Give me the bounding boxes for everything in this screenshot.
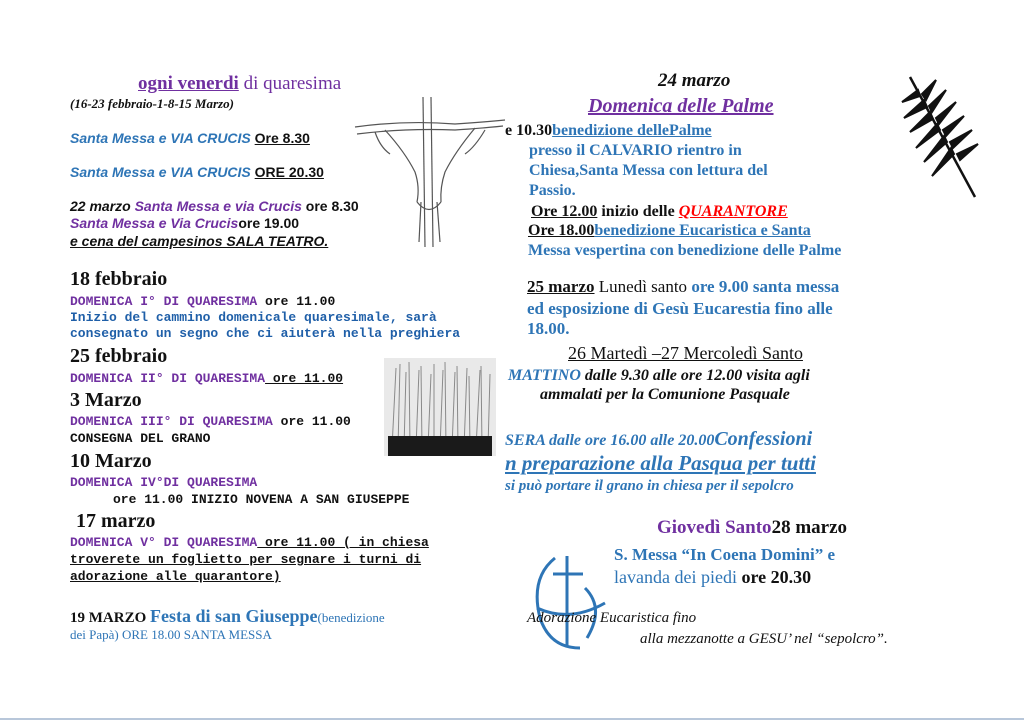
tue-wed-title [568,343,803,364]
mar17-date: 17 marzo [76,510,156,532]
mass-evening [70,164,324,180]
monday-mass: ore 9.00 santa messa [691,277,840,296]
mass-morning-label: Santa Messa e VIA CRUCIS [70,130,255,146]
march22-time: ore 8.30 [301,198,359,214]
adoration-line2: alla mezzanotte a GESU’ nel “sepolcro”. [640,631,888,647]
monday-line3: 18.00. [527,319,570,338]
church-logo-icon [525,548,615,658]
march19-date: 19 MARZO [70,610,150,626]
morning-label: MATTINO [508,367,581,384]
sunday2-title: DOMENICA II° DI QUARESIMA [70,371,266,386]
sunday1 [70,294,335,309]
march22-mass: Santa Messa e via Crucis [134,198,302,214]
adoration-line1: Adorazione Eucaristica fino [527,610,697,626]
sunday5-desc3: adorazione alle quarantore) [70,569,281,584]
mass-evening-time: ORE 20.30 [254,164,324,180]
holy-thursday-label: Giovedì Santo [657,517,772,538]
holy-thursday-mass: S. Messa “In Coena Domini” e [614,545,836,564]
march22-line1 [70,198,359,214]
sunday2-time: ore 11.00 [265,371,344,386]
sunday3 [70,414,351,429]
sunday2 [70,371,343,386]
holy-thursday-title [657,517,847,539]
palm-line4: Passio. [529,182,576,199]
evening-confessions-line2: n preparazione alla Pasqua per tutti [505,451,816,475]
sunday1-desc2: consegnato un segno che ci aiuterà nella preghiera [70,326,461,341]
march22-line2 [70,215,299,231]
morning-visit-line1 [508,367,810,385]
march22-time2: ore 19.00 [238,215,300,231]
holy-thursday-date: 28 marzo [771,517,848,538]
palm-time: e 10.30 [505,122,553,139]
sunday1-title: DOMENICA I° DI QUARESIMA [70,294,258,309]
mass-morning-time: Ore 8.30 [254,130,310,146]
monday-date: 25 marzo [527,277,595,296]
palm-line2: presso il CALVARIO rientro in [529,142,742,159]
evening-label: SERA dalle ore 16.00 alle 20.00 [505,432,715,449]
fridays-header [138,73,341,95]
march22-date: 22 marzo [70,198,135,214]
sunday4-desc: ore 11.00 INIZIO NOVENA A SAN GIUSEPPE [113,492,410,507]
quarantore-title: QUARANTORE [678,203,788,220]
palm-sunday-title: Domenica delle Palme [588,95,774,117]
mass-morning [70,130,310,146]
march19-line1 [70,606,385,627]
monday-line1 [527,277,839,297]
sunday5-desc1: ore 11.00 ( in chiesa [257,535,429,550]
fridays-header-main: ogni venerdi [138,73,239,94]
sunday3-desc: CONSEGNA DEL GRANO [70,431,211,446]
washing-time: ore 20.30 [741,567,812,587]
sunday3-time: ore 11.00 [272,414,351,429]
march19-note: (benedizione [317,610,385,625]
palm-line7: Messa vespertina con benedizione delle Palme [528,242,842,259]
quarantore-time: Ore 12.00 [531,203,598,220]
morning-visit-line2: ammalati per la Comunione Pasquale [540,386,790,403]
march19-feast: Festa di san Giuseppe [150,606,318,626]
mar24-date: 24 marzo [658,70,731,91]
wheat-sprouts-photo [384,358,496,456]
washing-label: lavanda dei piedi [614,567,742,587]
sunday5-title: DOMENICA V° DI QUARESIMA [70,535,258,550]
holy-thursday-washing [614,567,811,588]
crucifix-sketch [345,92,520,252]
morning-time: dalle 9.30 alle ore 12.00 visita agli [580,367,810,384]
mar10-date: 10 Marzo [70,450,152,472]
sunday1-desc1: Inizio del cammino domenicale quaresimale, sarà [70,310,437,325]
tue-wed-text: 26 Martedì –27 Mercoledì Santo [568,343,803,363]
sunday5-desc2: troverete un foglietto per segnare i turni di [70,552,422,567]
monday-line2: ed esposizione di Gesù Eucarestia fino alle [527,299,833,318]
palm-line3: Chiesa,Santa Messa con lettura del [529,162,768,179]
feb25-date: 25 febbraio [70,345,168,367]
bottom-divider [0,718,1024,720]
march19-line2: dei Papà) ORE 18.00 SANTA MESSA [70,627,272,642]
monday-title: Lunedì santo [594,277,692,296]
palm-line1 [505,122,712,140]
evening-blessing: benedizione Eucaristica e Santa [594,222,811,239]
confessions-title: Confessioni [714,428,813,450]
mass-evening-label: Santa Messa e VIA CRUCIS [70,164,255,180]
palm-blessing: benedizione dellePalme [552,122,712,139]
sunday5 [70,535,429,550]
march22-mass2: Santa Messa e Via Crucis [70,215,239,231]
palm-branch-icon [900,72,980,202]
fridays-header-rest: di quaresima [238,73,342,94]
fridays-dates: (16-23 febbraio-1-8-15 Marzo) [70,96,234,111]
mar3-date: 3 Marzo [70,389,142,411]
sunday3-title: DOMENICA III° DI QUARESIMA [70,414,273,429]
sunday4-title: DOMENICA IV°DI QUARESIMA [70,475,258,490]
evening-time: Ore 18.00 [528,222,595,239]
march22-line3: e cena del campesinos SALA TEATRO. [70,233,329,249]
evening-confessions-line3: si può portare il grano in chiesa per il sepolcro [505,478,794,494]
palm-line6 [528,222,811,240]
evening-confessions-line1 [505,428,812,451]
feb18-date: 18 febbraio [70,268,168,290]
palm-line5 [531,203,788,221]
sunday1-time: ore 11.00 [257,294,336,309]
quarantore-text: inizio delle [597,203,679,220]
